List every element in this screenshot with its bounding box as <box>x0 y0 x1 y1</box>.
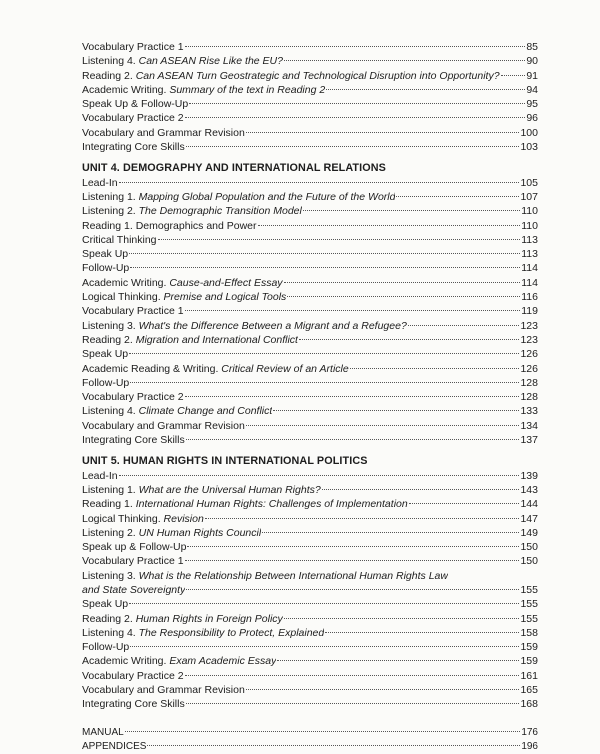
entry-label: Listening 4. <box>82 626 139 639</box>
page-number: 147 <box>520 512 538 525</box>
entry-title <box>82 219 257 233</box>
dot-leader <box>185 396 520 397</box>
entry-italic-title: What is the Relationship Between International Human Rights Law <box>138 569 448 582</box>
dot-leader <box>186 589 519 590</box>
dot-leader <box>125 731 521 732</box>
page-number: 85 <box>526 41 538 53</box>
dot-leader <box>185 117 526 118</box>
entry-label: Speak Up & Follow-Up <box>82 98 189 111</box>
toc-entry[interactable] <box>82 404 538 418</box>
dot-leader <box>303 210 520 211</box>
entry-label: Follow-Up <box>82 641 130 654</box>
page-number: 116 <box>521 291 538 304</box>
page-number: 158 <box>520 626 538 639</box>
entry-label: Integrating Core Skills <box>82 141 185 154</box>
entry-label: Follow-Up <box>82 376 130 389</box>
page-number: 165 <box>520 684 538 697</box>
page-number: 139 <box>520 469 538 482</box>
entry-label: Vocabulary Practice 2 <box>82 669 184 682</box>
page-number: 128 <box>520 376 538 389</box>
entry-italic-title: What's the Difference Between a Migrant and a Refugee? <box>138 319 407 332</box>
page-number: 103 <box>520 141 538 154</box>
entry-title <box>82 497 408 511</box>
dot-leader <box>205 518 520 519</box>
entry-italic-title: Human Rights in Foreign Policy <box>135 612 283 625</box>
entry-label: Listening 4. <box>82 55 139 68</box>
dot-leader <box>189 103 525 104</box>
dot-leader <box>119 182 520 183</box>
dot-leader <box>129 253 520 254</box>
entry-label: Vocabulary Practice 1 <box>82 41 184 53</box>
toc-entry[interactable] <box>82 140 538 154</box>
dot-leader <box>130 646 519 647</box>
entry-title <box>82 190 395 204</box>
entry-title <box>82 290 286 304</box>
toc-entry[interactable] <box>82 83 538 97</box>
dot-leader <box>396 196 519 197</box>
toc-entry[interactable] <box>82 612 538 626</box>
dot-leader <box>287 296 520 297</box>
dot-leader <box>185 46 526 47</box>
page-number: 94 <box>526 83 538 96</box>
entry-label: Logical Thinking. <box>82 291 164 304</box>
toc-entry[interactable] <box>82 69 538 83</box>
entry-label: Vocabulary Practice 1 <box>82 555 184 568</box>
entry-italic-title: Critical Review of an Article <box>221 362 349 375</box>
page-number: 110 <box>521 205 538 218</box>
dot-leader <box>258 225 521 226</box>
entry-title <box>82 233 157 247</box>
entry-label: Reading 2. <box>82 612 136 625</box>
page-number: 105 <box>520 176 538 189</box>
table-of-contents <box>82 40 538 754</box>
entry-italic-title: Exam Academic Essay <box>169 655 277 668</box>
dot-leader <box>186 703 520 704</box>
entry-label: Lead-In <box>82 469 118 482</box>
toc-entry[interactable] <box>82 204 538 218</box>
entry-title <box>82 126 245 140</box>
dot-leader <box>326 89 525 90</box>
entry-label: Speak Up <box>82 598 129 611</box>
entry-title <box>82 140 185 154</box>
toc-entry[interactable] <box>82 512 538 526</box>
entry-title <box>82 319 407 333</box>
entry-italic-title: The Responsibility to Protect, Explained <box>138 626 325 639</box>
entry-label: Listening 1. <box>82 483 139 496</box>
entry-title <box>82 697 185 711</box>
entry-title <box>82 683 245 697</box>
entry-label: Reading 2. <box>82 69 136 82</box>
dot-leader <box>409 503 520 504</box>
entry-title <box>82 669 184 683</box>
entry-label: Speak Up <box>82 248 129 261</box>
toc-entry[interactable] <box>82 483 538 497</box>
entry-title <box>82 261 129 275</box>
page-number: 161 <box>520 669 538 682</box>
toc-entry[interactable] <box>82 290 538 304</box>
entry-label: Vocabulary Practice 2 <box>82 391 184 404</box>
entry-title <box>82 597 128 611</box>
page-number: 100 <box>520 126 538 139</box>
page-number: 150 <box>520 541 538 554</box>
dot-leader <box>130 382 519 383</box>
toc-entry[interactable] <box>82 697 538 711</box>
page-number: 159 <box>520 655 538 668</box>
entry-label: MANUAL <box>82 726 124 738</box>
unit-heading: UNIT 5. HUMAN RIGHTS IN INTERNATIONAL POLITICS <box>82 455 368 468</box>
entry-italic-title: The Demographic Transition Model <box>138 205 302 218</box>
entry-title <box>82 111 184 125</box>
toc-entry[interactable] <box>82 176 538 190</box>
dot-leader <box>185 675 520 676</box>
toc-entry[interactable] <box>82 526 538 540</box>
toc-entry[interactable] <box>82 40 538 54</box>
entry-title <box>82 540 186 554</box>
entry-italic-title: Cause-and-Effect Essay <box>169 276 283 289</box>
entry-title <box>82 40 184 54</box>
toc-entry[interactable] <box>82 554 538 568</box>
entry-label: Lead-In <box>82 176 118 189</box>
dot-leader <box>325 632 519 633</box>
entry-title <box>82 69 500 83</box>
page-number: 176 <box>521 726 538 738</box>
toc-entry[interactable] <box>82 276 538 290</box>
page-number: 114 <box>521 262 538 275</box>
dot-leader <box>284 282 521 283</box>
dot-leader <box>158 239 521 240</box>
entry-title <box>82 204 302 218</box>
dot-leader <box>277 660 519 661</box>
entry-label: Academic Writing. <box>82 83 170 96</box>
page-number: 155 <box>520 612 538 625</box>
entry-title <box>82 83 325 97</box>
entry-label: Listening 2. <box>82 205 139 218</box>
entry-title <box>82 247 128 261</box>
page-number: 90 <box>526 55 538 68</box>
toc-entry[interactable] <box>82 669 538 683</box>
entry-label: Listening 3. <box>82 319 139 332</box>
dot-leader <box>129 353 519 354</box>
dot-leader <box>501 75 526 76</box>
entry-label: Academic Writing. <box>82 276 170 289</box>
entry-label: Integrating Core Skills <box>82 698 185 711</box>
dot-leader <box>408 325 520 326</box>
toc-entry[interactable] <box>82 376 538 390</box>
toc-entry[interactable] <box>82 362 538 376</box>
toc-entry[interactable] <box>82 726 538 740</box>
entry-title <box>82 97 188 111</box>
page-number: 114 <box>521 276 538 289</box>
entry-label: Vocabulary and Grammar Revision <box>82 126 245 139</box>
entry-title <box>82 483 321 497</box>
toc-entry[interactable] <box>82 469 538 483</box>
page-number: 150 <box>520 555 538 568</box>
entry-title <box>82 569 448 583</box>
entry-italic-title: and State Sovereignty <box>82 583 186 596</box>
entry-italic-title: What are the Universal Human Rights? <box>138 483 321 496</box>
entry-italic-title: Revision <box>163 512 204 525</box>
dot-leader <box>350 368 520 369</box>
entry-title <box>82 347 128 361</box>
page-number: 119 <box>521 305 538 318</box>
entry-title <box>82 469 118 483</box>
entry-label: Listening 3. <box>82 569 139 582</box>
entry-label: APPENDICES <box>82 740 147 752</box>
entry-italic-title: Migration and International Conflict <box>135 333 298 346</box>
entry-title <box>82 390 184 404</box>
page-number: 149 <box>520 526 538 539</box>
entry-label: Vocabulary and Grammar Revision <box>82 419 245 432</box>
page-number: 155 <box>520 583 538 596</box>
entry-title <box>82 612 283 626</box>
entry-title <box>82 333 298 347</box>
dot-leader <box>273 410 519 411</box>
page-number: 128 <box>520 391 538 404</box>
entry-title <box>82 626 324 640</box>
toc-entry[interactable] <box>82 54 538 68</box>
dot-leader <box>119 475 520 476</box>
toc-entry[interactable] <box>82 126 538 140</box>
toc-entry[interactable] <box>82 683 538 697</box>
entry-italic-title: UN Human Rights Council <box>138 526 262 539</box>
entry-italic-title: International Human Rights: Challenges of Implementation <box>135 498 408 511</box>
entry-title <box>82 276 283 290</box>
entry-italic-title: Climate Change and Conflict <box>138 405 273 418</box>
entry-label: Reading 2. <box>82 333 136 346</box>
entry-label: Listening 4. <box>82 405 139 418</box>
entry-title <box>82 726 124 740</box>
dot-leader <box>246 689 520 690</box>
entry-italic-title: Can ASEAN Turn Geostrategic and Technological Disruption into Opportunity? <box>135 69 500 82</box>
toc-entry[interactable] <box>82 626 538 640</box>
entry-title <box>82 654 276 668</box>
toc-entry[interactable] <box>82 419 538 433</box>
page-number: 143 <box>520 483 538 496</box>
page-number: 134 <box>520 419 538 432</box>
entry-label: Listening 2. <box>82 526 139 539</box>
toc-entry[interactable] <box>82 347 538 361</box>
entry-label: Vocabulary Practice 2 <box>82 112 184 125</box>
section-spacer <box>82 712 538 726</box>
dot-leader <box>185 560 520 561</box>
toc-entry[interactable] <box>82 433 538 447</box>
toc-entry[interactable] <box>82 640 538 654</box>
dot-leader <box>299 339 519 340</box>
entry-label: Academic Writing. <box>82 655 170 668</box>
entry-label: Critical Thinking <box>82 233 157 246</box>
toc-entry[interactable] <box>82 569 538 583</box>
entry-label: Vocabulary Practice 1 <box>82 305 184 318</box>
entry-title <box>82 433 185 447</box>
page-number: 123 <box>520 319 538 332</box>
toc-entry[interactable] <box>82 233 538 247</box>
dot-leader <box>246 132 520 133</box>
entry-label: Listening 1. <box>82 190 139 203</box>
page-number: 107 <box>520 190 538 203</box>
entry-title <box>82 304 184 318</box>
toc-entry[interactable] <box>82 740 538 754</box>
dot-leader <box>262 532 519 533</box>
entry-title <box>82 404 272 418</box>
dot-leader <box>185 310 521 311</box>
entry-title <box>82 54 283 68</box>
page-number: 144 <box>520 498 538 511</box>
toc-entry[interactable] <box>82 597 538 611</box>
dot-leader <box>130 267 520 268</box>
entry-label: Logical Thinking. <box>82 512 164 525</box>
page-number: 159 <box>520 641 538 654</box>
entry-title <box>82 376 129 390</box>
toc-entry[interactable] <box>82 304 538 318</box>
entry-title <box>82 512 204 526</box>
entry-title <box>82 176 118 190</box>
entry-title <box>82 583 185 597</box>
entry-title <box>82 740 146 754</box>
page-number: 113 <box>521 233 538 246</box>
toc-entry[interactable] <box>82 583 538 597</box>
page-number: 126 <box>520 348 538 361</box>
dot-leader <box>284 60 525 61</box>
page-number: 113 <box>521 248 538 261</box>
page-number: 168 <box>520 698 538 711</box>
entry-label: Speak Up <box>82 348 129 361</box>
page-number: 110 <box>521 219 538 232</box>
entry-title <box>82 640 129 654</box>
entry-label: Reading 1. <box>82 498 136 511</box>
page-number: 95 <box>526 98 538 111</box>
entry-italic-title: Can ASEAN Rise Like the EU? <box>138 55 283 68</box>
entry-italic-title: Premise and Logical Tools <box>163 291 287 304</box>
toc-entry[interactable] <box>82 97 538 111</box>
page-number: 123 <box>520 333 538 346</box>
dot-leader <box>186 146 520 147</box>
toc-entry[interactable] <box>82 540 538 554</box>
entry-label: Follow-Up <box>82 262 130 275</box>
page-number: 126 <box>520 362 538 375</box>
dot-leader <box>187 546 519 547</box>
page-number: 137 <box>520 434 538 447</box>
unit-heading: UNIT 4. DEMOGRAPHY AND INTERNATIONAL RELATIONS <box>82 162 386 175</box>
toc-entry[interactable] <box>82 497 538 511</box>
toc-entry[interactable] <box>82 333 538 347</box>
entry-italic-title: Mapping Global Population and the Future of the World <box>138 190 396 203</box>
entry-title <box>82 419 245 433</box>
toc-entry[interactable] <box>82 319 538 333</box>
toc-section <box>82 161 538 447</box>
entry-label: Reading 1. Demographics and Power <box>82 219 257 232</box>
dot-leader <box>322 489 520 490</box>
entry-title <box>82 362 349 376</box>
entry-italic-title: Summary of the text in Reading 2 <box>169 83 326 96</box>
page-number: 196 <box>521 740 538 752</box>
dot-leader <box>186 439 520 440</box>
dot-leader <box>129 603 519 604</box>
toc-entry[interactable] <box>82 190 538 204</box>
page-number: 96 <box>526 112 538 125</box>
entry-label: Speak up & Follow-Up <box>82 541 187 554</box>
page-number: 155 <box>520 598 538 611</box>
toc-entry[interactable] <box>82 219 538 233</box>
dot-leader <box>246 425 520 426</box>
toc-entry[interactable] <box>82 111 538 125</box>
entry-label: Academic Reading & Writing. <box>82 362 222 375</box>
page-number: 133 <box>520 405 538 418</box>
entry-title <box>82 526 261 540</box>
toc-entry[interactable] <box>82 247 538 261</box>
toc-entry[interactable] <box>82 261 538 275</box>
page-number: 91 <box>526 69 538 82</box>
toc-entry[interactable] <box>82 390 538 404</box>
toc-entry[interactable] <box>82 654 538 668</box>
entry-label: Vocabulary and Grammar Revision <box>82 684 245 697</box>
entry-title <box>82 554 184 568</box>
dot-leader <box>284 618 520 619</box>
dot-leader <box>147 745 520 746</box>
toc-section <box>82 40 538 154</box>
toc-section <box>82 454 538 711</box>
entry-label: Integrating Core Skills <box>82 434 185 447</box>
